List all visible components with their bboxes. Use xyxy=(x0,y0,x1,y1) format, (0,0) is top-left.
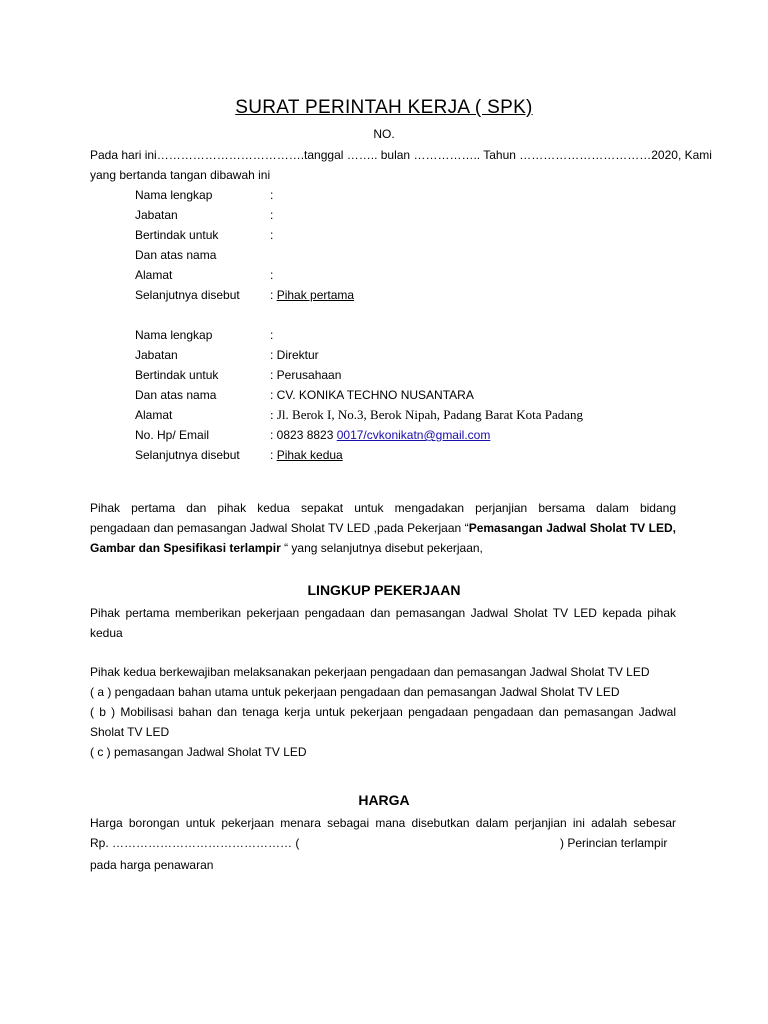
document-number-label: NO. xyxy=(373,127,395,141)
field-value xyxy=(270,445,343,465)
agreement-bold-text: Pemasangan Jadwal Sholat TV LED, xyxy=(468,521,676,535)
field-label: Dan atas nama xyxy=(135,388,217,402)
lingkup-item-a: ( a ) pengadaan bahan utama untuk pekerjaan pengadaan dan pemasangan Jadwal Sholat TV LED xyxy=(90,685,620,699)
field-value: : Jl. Berok I, No.3, Berok Nipah, Padang Barat Kota Padang xyxy=(270,407,584,422)
intro-line-1: Pada hari ini……………………………….tanggal …….. bulan …………….. Tahun ……………………………2020, Kami xyxy=(90,148,712,162)
harga-line-3: pada harga penawaran xyxy=(90,858,214,872)
field-label: Bertindak untuk xyxy=(135,228,219,242)
agreement-line-2 xyxy=(90,518,676,538)
field-label: Alamat xyxy=(135,408,173,422)
intro-line-2: yang bertanda tangan dibawah ini xyxy=(90,168,271,182)
lingkup-p1-line-1: Pihak pertama memberikan pekerjaan pengadaan dan pemasangan Jadwal Sholat TV LED kepada pihak xyxy=(90,606,676,620)
harga-heading: HARGA xyxy=(358,792,410,808)
colon: : xyxy=(270,448,274,462)
field-value: : xyxy=(270,228,274,242)
harga-line-2a: Rp. ……………………………………… ( xyxy=(90,836,300,850)
field-label: No. Hp/ Email xyxy=(135,428,210,442)
pihak-kedua-value: Pihak kedua xyxy=(276,448,343,462)
agreement-line-1: Pihak pertama dan pihak kedua sepakat untuk mengadakan perjanjian bersama dalam bidang xyxy=(90,501,676,515)
document-title: SURAT PERINTAH KERJA ( SPK) xyxy=(235,97,533,118)
field-label: Selanjutnya disebut xyxy=(135,288,240,302)
lingkup-item-b-line-2: Sholat TV LED xyxy=(90,725,170,739)
field-label: Nama lengkap xyxy=(135,188,213,202)
field-label: Dan atas nama xyxy=(135,248,217,262)
agreement-line-3 xyxy=(90,538,483,558)
field-label: Jabatan xyxy=(135,208,178,222)
agreement-bold-text: Gambar dan Spesifikasi terlampir xyxy=(90,541,281,555)
pihak-pertama-value: Pihak pertama xyxy=(276,288,355,302)
lingkup-item-b-line-1: ( b ) Mobilisasi bahan dan tenaga kerja untuk pekerjaan pengadaan pengadaan dan pemasangan Jadwal xyxy=(90,705,676,719)
field-label: Selanjutnya disebut xyxy=(135,448,240,462)
field-value: : Direktur xyxy=(270,348,319,362)
colon: : xyxy=(270,288,274,302)
field-value xyxy=(270,285,354,305)
harga-line-1: Harga borongan untuk pekerjaan menara sebagai mana disebutkan dalam perjanjian ini adalah sebesar xyxy=(90,816,676,830)
field-label: Jabatan xyxy=(135,348,178,362)
field-value: : CV. KONIKA TECHNO NUSANTARA xyxy=(270,388,474,402)
field-value: : Perusahaan xyxy=(270,368,342,382)
lingkup-p1-line-2: kedua xyxy=(90,626,123,640)
field-label: Bertindak untuk xyxy=(135,368,219,382)
field-value: : xyxy=(270,188,274,202)
field-label: Alamat xyxy=(135,268,173,282)
lingkup-p2: Pihak kedua berkewajiban melaksanakan pekerjaan pengadaan dan pemasangan Jadwal Sholat TV LED xyxy=(90,665,650,679)
field-label: Nama lengkap xyxy=(135,328,213,342)
agreement-text: “ yang selanjutnya disebut pekerjaan, xyxy=(280,541,483,555)
agreement-text: pengadaan dan pemasangan Jadwal Sholat TV LED ,pada Pekerjaan “ xyxy=(90,521,469,535)
email-link[interactable]: 0017/cvkonikatn@gmail.com xyxy=(336,428,491,442)
harga-line-2b: ) Perincian terlampir xyxy=(560,836,668,850)
field-value: : xyxy=(270,328,274,342)
field-value: : xyxy=(270,268,274,282)
field-value: : xyxy=(270,208,274,222)
phone-number: : 0823 8823 xyxy=(270,428,337,442)
field-value xyxy=(270,425,490,445)
lingkup-item-c: ( c ) pemasangan Jadwal Sholat TV LED xyxy=(90,745,307,759)
lingkup-heading: LINGKUP PEKERJAAN xyxy=(307,582,461,598)
